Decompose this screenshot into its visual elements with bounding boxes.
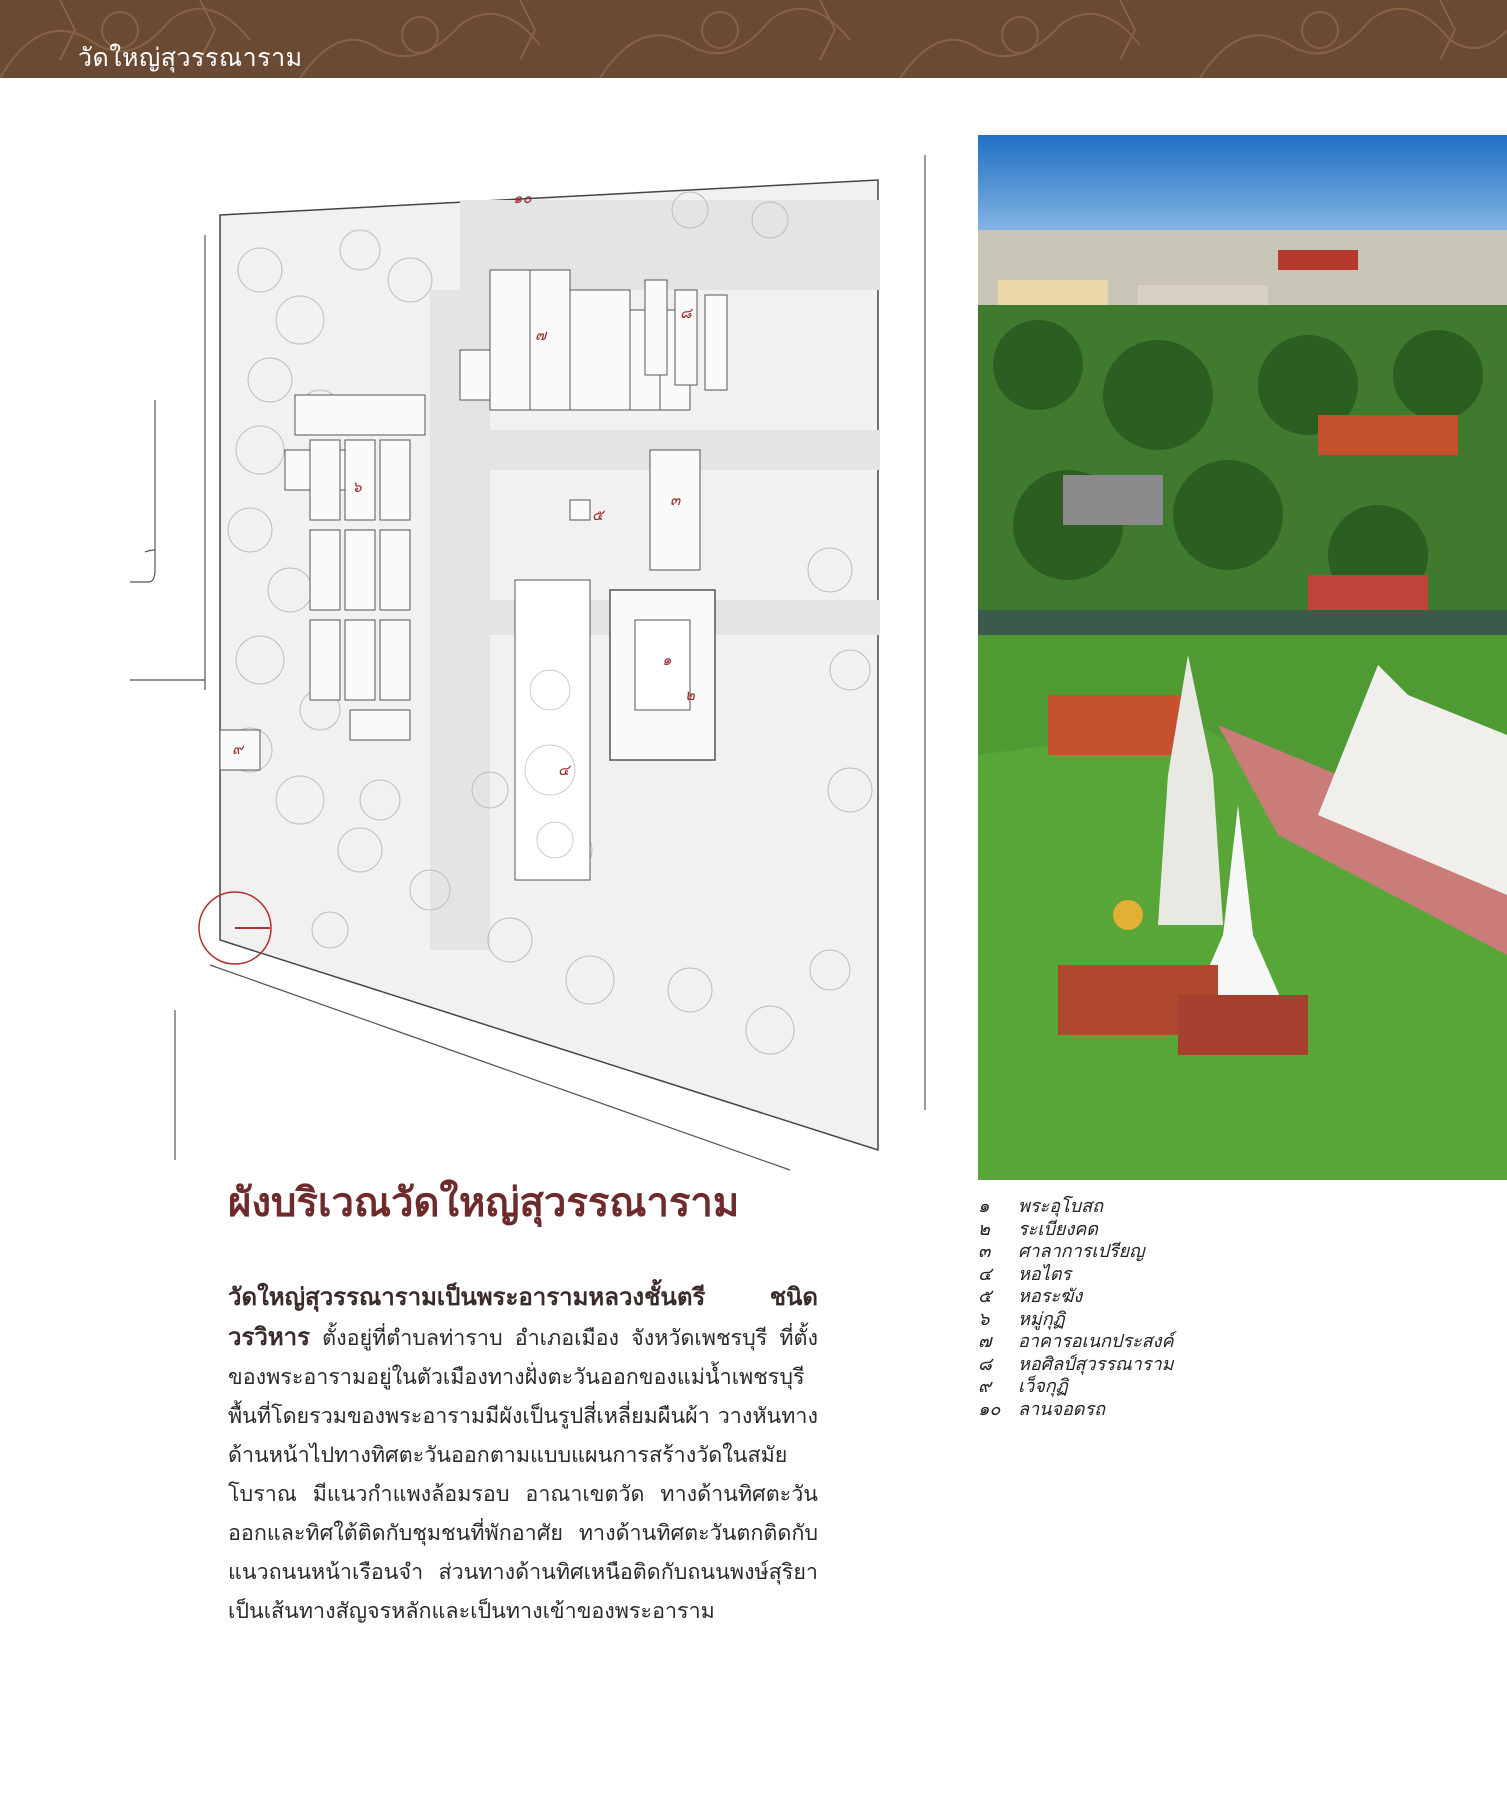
site-plan-drawing: [130, 150, 930, 1180]
legend-item: ๗ อาคารอเนกประสงค์: [978, 1331, 1174, 1352]
plan-label-4: ๔: [558, 761, 570, 779]
plan-title: ผังบริเวณวัดใหญ่สุวรรณาราม: [228, 1180, 740, 1226]
plan-label-5: ๕: [592, 506, 604, 524]
legend-item: ๖ หมู่กุฏิ: [978, 1308, 1065, 1330]
plan-label-9: ๙: [232, 740, 243, 758]
legend-item: ๒ ระเบียงคด: [978, 1218, 1098, 1240]
header-banner: [0, 0, 1507, 78]
plan-label-3: ๓: [670, 491, 681, 509]
legend-item: ๘ หอศิลป์สุวรรณาราม: [978, 1353, 1174, 1375]
plan-legend: [978, 1196, 1398, 1421]
plan-label-6: ๖: [352, 478, 362, 496]
legend-item: ๕ หอระฆัง: [978, 1286, 1083, 1307]
body-lead: วัดใหญ่สุวรรณารามเป็นพระอารามหลวงชั้นตรี ชนิดวรวิหาร: [228, 1283, 818, 1351]
legend-item: ๑ พระอุโบสถ: [978, 1196, 1103, 1217]
plan-label-2: ๒: [685, 686, 695, 704]
body-paragraph: [228, 1278, 818, 1631]
legend-item: ๙ เว็จกุฏิ: [978, 1376, 1068, 1397]
header-title: วัดใหญ่สุวรรณาราม: [78, 43, 303, 72]
legend-item: ๔ หอไตร: [978, 1263, 1072, 1285]
plan-label-1: ๑: [662, 651, 672, 669]
plan-label-10: ๑๐: [513, 189, 532, 207]
legend-item: ๓ ศาลาการเปรียญ: [978, 1241, 1145, 1262]
legend-item: ๑๐ ลานจอดรถ: [978, 1398, 1106, 1420]
body-text: ตั้งอยู่ที่ตำบลท่าราบ อำเภอเมือง จังหวัดเพชรบุรี ที่ตั้งของพระอารามอยู่ในตัวเมืองทางฝั่งตะวันออกของแม่น้ำเพชรบุรี พื้นที่โดยรวมของพระอารามมีผังเป็นรูปสี่เหลี่ยมผืนผ้า วางหันทางด้านหน้าไปทางทิศตะวันออกตามแบบแผนการสร้างวัดในสมัยโบราณ มีแนวกำแพงล้อมรอบ อาณาเขตวัด ทางด้านทิศตะวันออกและทิศใต้ติดกับชุมชนที่พักอาศัย ทางด้านทิศตะวันตกติดกับแนวถนนหน้าเรือนจำ ส่วนทางด้านทิศเหนือติดกับถนนพงษ์สุริยา เป็นเส้นทางสัญจรหลักและเป็นทางเข้าของพระอาราม: [228, 1326, 818, 1624]
plan-label-8: ๘: [680, 304, 692, 322]
plan-label-7: ๗: [535, 326, 547, 344]
temple-aerial-photo: [978, 135, 1507, 1180]
